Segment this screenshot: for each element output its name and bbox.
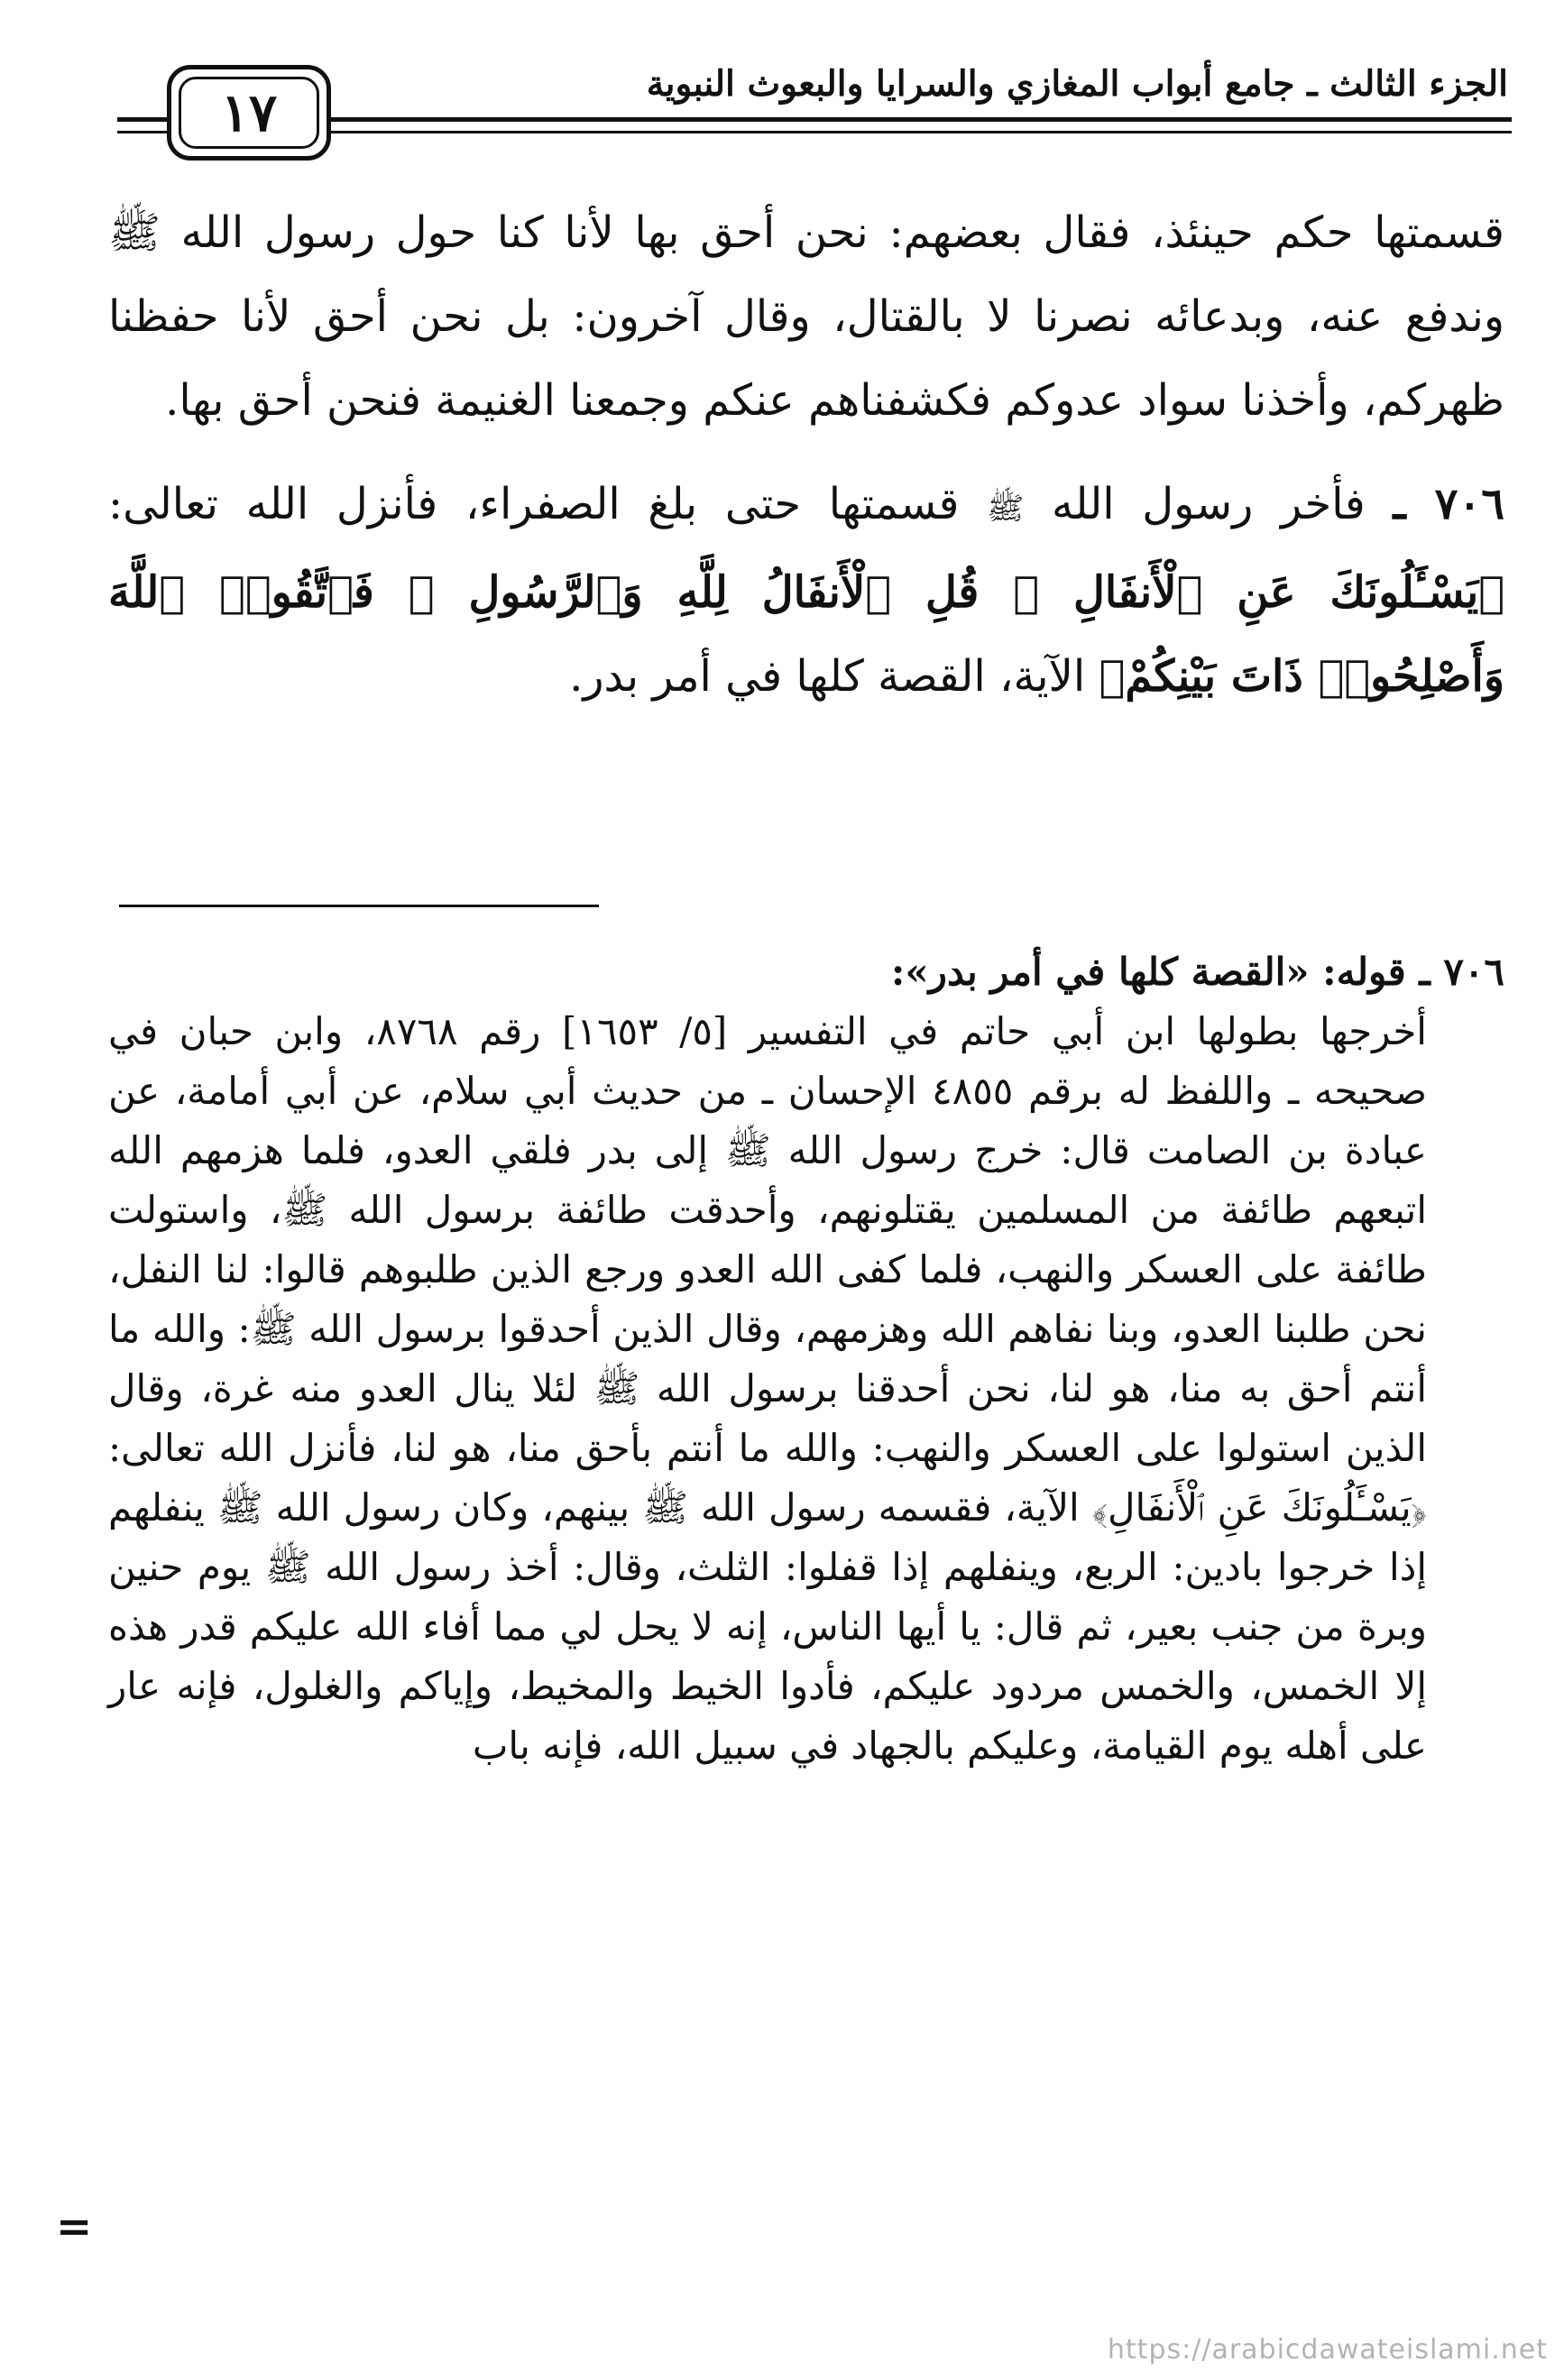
continuation-mark: = [56, 2201, 93, 2252]
main-text [108, 191, 1504, 719]
running-header-title: الجزء الثالث ـ جامع أبواب المغازي والسرايا والبعوث النبوية [646, 63, 1508, 105]
paragraph-706-text-b: قسمتها حتى بلغ الصفراء، فأنزل الله تعالى: [108, 479, 960, 529]
watermark-url: https://arabicdawateislami.net [1107, 2334, 1548, 2366]
footnote-separator [119, 905, 599, 907]
paragraph-706 [108, 463, 1504, 719]
footnote [108, 942, 1504, 1776]
hadith-number: ٧٠٦ ـ [1393, 479, 1504, 529]
paragraph-706-text-a: فأخر رسول الله [1051, 479, 1366, 529]
page-number: ١٧ [179, 77, 319, 149]
quran-verse: ﴿يَسْـَٔلُونَكَ عَنِ ٱلْأَنفَالِ ۖ قُلِ ٱلْأَنفَالُ لِلَّهِ وَٱلرَّسُولِ ۖ فَٱتَّقُوا۟ ٱللَّهَ وَأَصْلِحُوا۟ ذَاتَ بَيْنِكُمْ﴾ [108, 567, 1504, 702]
paragraph-706-text-c: الآية، القصة كلها في أمر بدر. [569, 651, 1086, 702]
footnote-heading: ٧٠٦ ـ قوله: «القصة كلها في أمر بدر»: [890, 950, 1504, 994]
footnote-body: أخرجها بطولها ابن أبي حاتم في التفسير [٥/ ١٦٥٣] رقم ٨٧٦٨، وابن حبان في صحيحه ـ واللفظ له برقم ٤٨٥٥ الإحسان ـ من حديث أبي سلام، عن أبي أمامة، عن عبادة بن الصامت قال: خرج رسول الله ﷺ إلى بدر فلقي العدو، فلما هزمهم الله اتبعهم طائفة من المسلمين يقتلونهم، وأحدقت طائفة برسول الله ﷺ، واستولت طائفة على العسكر والنهب، فلما كفى الله العدو ورجع الذين طلبوهم قالوا: لنا النفل، نحن طلبنا العدو، وبنا نفاهم الله وهزمهم، وقال الذين أحدقوا برسول الله ﷺ: والله ما أنتم أحق به منا، هو لنا، نحن أحدقنا برسول الله ﷺ لئلا ينال العدو منه غرة، وقال الذين استولوا على العسكر والنهب: والله ما أنتم بأحق منا، هو لنا، فأنزل الله تعالى: ﴿يَسْـَٔلُونَكَ عَنِ ٱلْأَنفَالِ﴾ الآية، فقسمه رسول الله ﷺ بينهم، وكان رسول الله ﷺ ينفلهم إذا خرجوا بادين: الربع، وينفلهم إذا قفلوا: الثلث، وقال: أخذ رسول الله ﷺ يوم حنين وبرة من جنب بعير، ثم قال: يا أيها الناس، إنه لا يحل لي مما أفاء الله عليكم قدر هذه إلا الخمس، والخمس مردود عليكم، فأدوا الخيط والمخيط، وإياكم والغلول، فإنه عار على أهله يوم القيامة، وعليكم بالجهاد في سبيل الله، فإنه باب [108, 1009, 1427, 1768]
paragraph-continued: قسمتها حكم حينئذ، فقال بعضهم: نحن أحق بها لأنا كنا حول رسول الله ﷺ وندفع عنه، وبدعائه نصرنا لا بالقتال، وقال آخرون: بل نحن أحق لأنا حفظنا ظهركم، وأخذنا سواد عدوكم فكشفناهم عنكم وجمعنا الغنيمة فنحن أحق بها. [108, 207, 1504, 426]
page-number-frame [167, 65, 331, 161]
salawat-glyph: ﷺ [987, 491, 1025, 527]
